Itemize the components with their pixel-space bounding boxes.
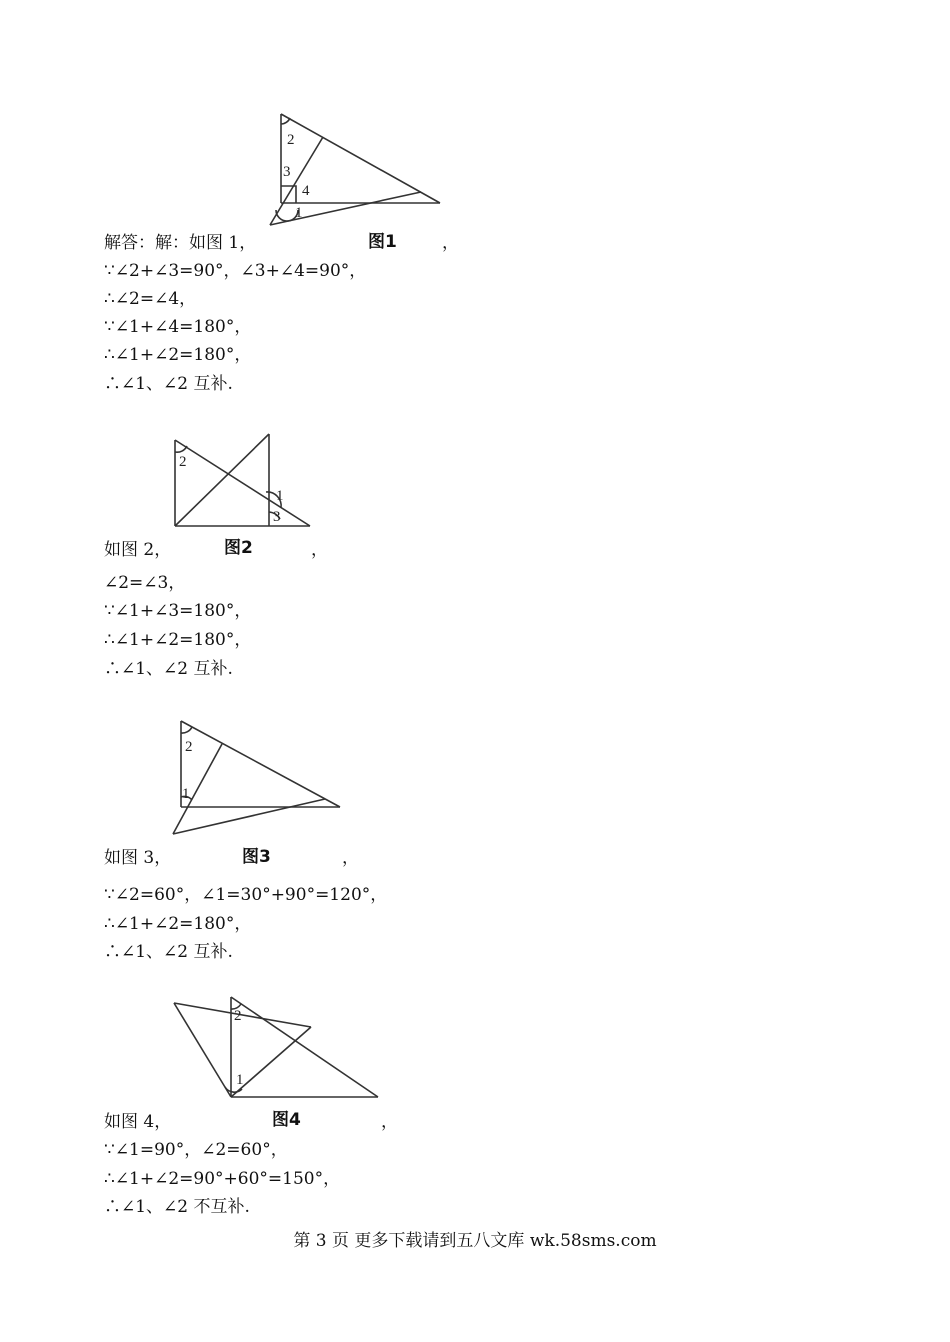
solution3-intro: 如图 3， bbox=[104, 848, 172, 868]
solution2-line-4: ∴∠1、∠2 互补. bbox=[104, 659, 233, 679]
figure-2-diagram bbox=[165, 425, 325, 535]
fig4-label-1: 1 bbox=[236, 1072, 244, 1088]
solution2-line-2: ∵∠1+∠3=180°， bbox=[104, 601, 252, 621]
fig4-top-edge bbox=[174, 1003, 311, 1027]
solution3-line-2: ∴∠1+∠2=180°， bbox=[104, 914, 252, 934]
solution3-line-3: ∴∠1、∠2 互补. bbox=[104, 942, 233, 962]
figure-1-diagram bbox=[260, 105, 460, 235]
figure-2-trailing-comma: ， bbox=[311, 540, 328, 560]
fig3-label-2: 2 bbox=[185, 739, 193, 755]
fig3-hypotenuse bbox=[181, 721, 340, 807]
fig3-lower-edge bbox=[173, 799, 325, 834]
solution1-line-2: ∴∠2=∠4， bbox=[104, 289, 197, 309]
figure-3-caption: 图3 bbox=[242, 847, 271, 867]
solution1-line-5: ∴∠1、∠2 互补. bbox=[104, 374, 233, 394]
fig4-left-edge bbox=[174, 1003, 231, 1097]
figure-4-caption: 图4 bbox=[272, 1110, 301, 1130]
solution3-line-1: ∵∠2=60°，∠1=30°+90°=120°， bbox=[104, 885, 388, 905]
solution4-line-3: ∴∠1、∠2 不互补. bbox=[104, 1197, 250, 1217]
fig2-hypotenuse-1 bbox=[175, 440, 310, 526]
fig4-hypotenuse bbox=[231, 997, 378, 1097]
solution1-line-3: ∵∠1+∠4=180°， bbox=[104, 317, 252, 337]
solution2-intro: 如图 2， bbox=[104, 540, 172, 560]
fig1-label-1: 1 bbox=[295, 205, 303, 221]
fig1-label-2: 2 bbox=[287, 132, 295, 148]
solution1-line-4: ∴∠1+∠2=180°， bbox=[104, 345, 252, 365]
fig2-label-2: 2 bbox=[179, 454, 187, 470]
fig2-hypotenuse-2 bbox=[175, 434, 269, 526]
figure-3-diagram bbox=[165, 712, 350, 842]
figure-4-diagram bbox=[165, 990, 390, 1105]
fig1-label-4: 4 bbox=[302, 183, 310, 199]
fig3-angle-arc-2 bbox=[181, 727, 192, 733]
fig2-label-1: 1 bbox=[276, 488, 284, 504]
figure-4-trailing-comma: ， bbox=[381, 1112, 398, 1132]
figure-2-caption: 图2 bbox=[224, 538, 253, 558]
solution4-line-2: ∴∠1+∠2=90°+60°=150°， bbox=[104, 1169, 341, 1189]
solution1-intro: 解答：解：如图 1， bbox=[104, 233, 257, 253]
figure-1-caption: 图1 bbox=[368, 232, 397, 252]
fig2-label-3: 3 bbox=[273, 509, 281, 525]
page-footer: 第 3 页 更多下载请到五八文库 wk.58sms.com bbox=[293, 1231, 657, 1251]
figure-1-trailing-comma: ， bbox=[442, 233, 459, 253]
solution4-line-1: ∵∠1=90°，∠2=60°， bbox=[104, 1140, 288, 1160]
solution1-line-1: ∵∠2+∠3=90°，∠3+∠4=90°， bbox=[104, 261, 367, 281]
fig3-label-1: 1 bbox=[182, 786, 190, 802]
figure-3-trailing-comma: ， bbox=[342, 848, 359, 868]
solution2-line-3: ∴∠1+∠2=180°， bbox=[104, 630, 252, 650]
fig1-label-3: 3 bbox=[283, 164, 291, 180]
solution4-intro: 如图 4， bbox=[104, 1112, 172, 1132]
fig4-label-2: 2 bbox=[234, 1008, 242, 1024]
solution2-line-1: ∠2=∠3， bbox=[104, 573, 186, 593]
